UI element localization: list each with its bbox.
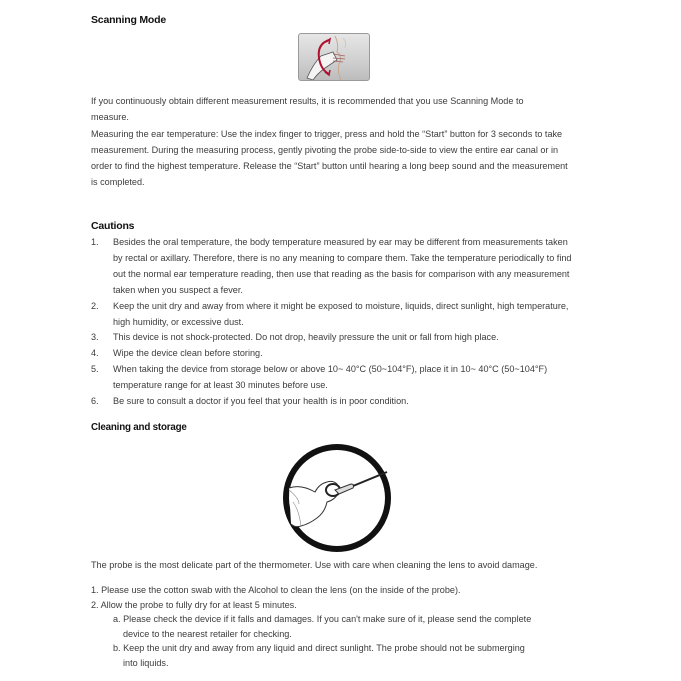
cautions-list — [91, 235, 579, 410]
cleaning-substep-a — [113, 612, 583, 641]
substep-a-line-2: device to the nearest retailer for checking. — [123, 628, 292, 639]
item-text: Keep the unit dry and away from where it might be exposed to moisture, liquids, direct sunlight, high temperature, high humidity, or excessive dust. — [113, 300, 569, 327]
substep-a-line-1: a. Please check the device if it falls and damages. If you can't make sure of it, please send the complete — [113, 614, 532, 624]
scanning-instructions-paragraph: Measuring the ear temperature: Use the index finger to trigger, press and hold the “Start” button for 3 seconds to take measurement. During the measuring process, gently pivoting the probe side-to-side to view the entire ear canal or in order to find the highest temperature. Release the “Start” button until hearing a long beep sound and the measurement is completed. — [91, 128, 568, 188]
scanning-intro-line-2: measure. — [91, 112, 129, 123]
cleaning-step-2: 2. Allow the probe to fully dry for at least 5 minutes. — [91, 599, 297, 610]
item-number: 4. — [91, 348, 99, 359]
cautions-heading: Cautions — [91, 220, 135, 232]
item-number: 3. — [91, 332, 99, 343]
caution-item — [91, 235, 579, 299]
caution-item — [91, 299, 579, 331]
caution-item — [91, 330, 579, 346]
scanning-mode-ear-icon — [298, 33, 370, 81]
item-text: Besides the oral temperature, the body temperature measured by ear may be different from measurements taken by rectal or axillary. Therefore, there is no any meaning to compare them. Take the temperature periodically to find out the normal ear temperature reading, then use that reading as the basis for comparison with any measurement taken when you suspect a fever. — [113, 237, 572, 295]
item-number: 2. — [91, 300, 99, 311]
cleaning-steps — [91, 583, 601, 612]
cleaning-heading: Cleaning and storage — [91, 422, 187, 433]
item-number: 5. — [91, 364, 99, 375]
scanning-mode-heading: Scanning Mode — [91, 14, 166, 26]
caution-item — [91, 394, 579, 410]
cleaning-step-1: 1. Please use the cotton swab with the Alcohol to clean the lens (on the inside of the probe). — [91, 585, 461, 595]
caution-item — [91, 362, 579, 394]
item-text: Wipe the device clean before storing. — [113, 348, 263, 359]
substep-b-line-2: into liquids. — [123, 657, 169, 668]
item-text: When taking the device from storage below or above 10~ 40°C (50~104°F), place it in 10~ 40°C (50~104°F) temperature range for at least 30 minutes before use. — [113, 364, 548, 391]
cleaning-substep-b — [113, 641, 583, 670]
item-text: Be sure to consult a doctor if you feel that your health is in poor condition. — [113, 396, 409, 407]
probe-cleaning-illustration — [275, 440, 405, 555]
probe-intro-text: The probe is the most delicate part of the thermometer. Use with care when cleaning the lens to avoid damage. — [91, 560, 538, 570]
item-number: 6. — [91, 396, 99, 407]
item-number: 1. — [91, 237, 99, 247]
scanning-intro-paragraph — [91, 93, 591, 191]
scanning-intro-line-1: If you continuously obtain different measurement results, it is recommended that you use Scanning Mode to — [91, 96, 524, 106]
substep-b-line-1: b. Keep the unit dry and away from any liquid and direct sunlight. The probe should not be submerging — [113, 643, 525, 653]
caution-item — [91, 346, 579, 362]
item-text: This device is not shock-protected. Do not drop, heavily pressure the unit or fall from high place. — [113, 332, 499, 343]
